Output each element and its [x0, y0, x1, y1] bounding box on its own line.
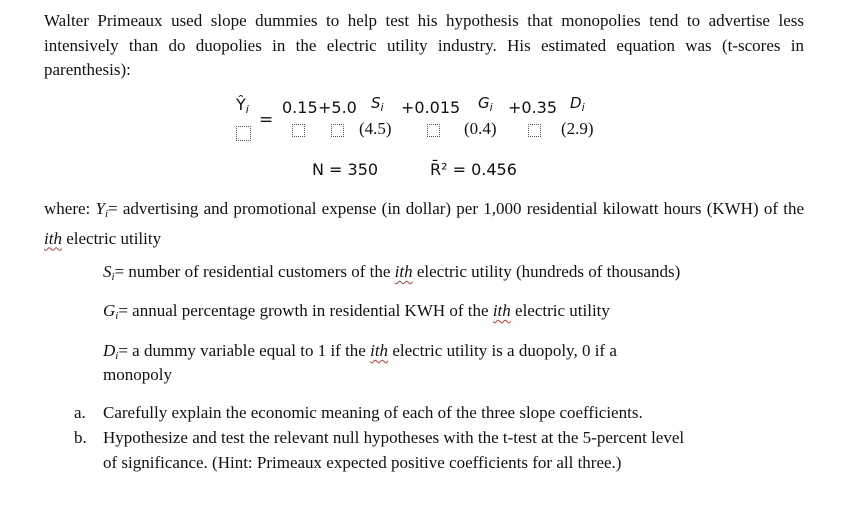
y-subscript: i — [104, 208, 109, 220]
g-coefficient: +0.015 — [401, 98, 461, 117]
s-def-subscript: i — [111, 271, 115, 283]
y-hat-subscript: i — [245, 103, 249, 116]
s-def-text: = number of residential customers of the — [114, 262, 395, 281]
ith-word: ith — [370, 341, 389, 360]
question-b-marker: b. — [74, 428, 87, 447]
y-symbol: Y — [95, 199, 105, 218]
g-subscript: i — [489, 101, 493, 114]
g-def-subscript: i — [115, 310, 119, 322]
y-definition-text: = advertising and promotional expense (in dollar) per 1,000 residential kilowatt hours (KWH) of the — [108, 199, 804, 218]
y-definition-tail: electric utility — [61, 228, 162, 248]
g-def-symbol: G — [103, 301, 116, 320]
g-symbol: G — [478, 94, 490, 112]
definition-d-continued: monopoly — [103, 365, 172, 384]
question-a-marker: a. — [74, 403, 86, 422]
y-hat — [236, 95, 249, 116]
intro-paragraph: Walter Primeaux used slope dummies to help test his hypothesis that monopolies tend to advertise less intensively than do duopolies in the electric utility industry. His estimated equation was (t-scores in parenthesis): — [44, 11, 804, 79]
placeholder-box — [292, 124, 305, 137]
t-score-g: (0.4) — [464, 119, 497, 138]
question-b-text-continued: of significance. (Hint: Primeaux expected positive coefficients for all three.) — [103, 453, 622, 472]
ith-word: ith — [492, 301, 511, 320]
d-def-text: = a dummy variable equal to 1 if the — [118, 341, 371, 360]
placeholder-box — [427, 124, 440, 137]
s-coefficient: +5.0 — [318, 98, 357, 117]
definition-s — [103, 260, 680, 289]
d-def-tail: electric utility is a duopoly, 0 if a — [388, 341, 617, 360]
t-score-d: (2.9) — [561, 119, 594, 138]
d-def-subscript: i — [115, 350, 119, 362]
d-def-symbol: D — [103, 341, 116, 360]
s-def-tail: electric utility (hundreds of thousands) — [412, 262, 681, 281]
t-score-s: (4.5) — [359, 119, 392, 138]
placeholder-box — [528, 124, 541, 137]
g-def-text: = annual percentage growth in residential KWH of the — [118, 301, 493, 320]
d-symbol: D — [570, 94, 582, 112]
d-coefficient: +0.35 — [508, 98, 558, 117]
question-b-text: Hypothesize and test the relevant null hypotheses with the t-test at the 5-percent level — [103, 428, 685, 447]
s-subscript: i — [380, 101, 384, 114]
equals-sign: = — [259, 110, 274, 130]
where-definition-y — [44, 197, 804, 251]
r-squared: R̄² = 0.456 — [430, 160, 517, 179]
where-prefix: where: — [44, 199, 96, 218]
definition-g — [103, 299, 610, 328]
d-variable — [570, 94, 585, 114]
g-variable — [478, 94, 493, 114]
intercept: 0.15 — [282, 98, 318, 117]
question-a-text: Carefully explain the economic meaning of each of the three slope coefficients. — [103, 403, 643, 422]
g-def-tail: electric utility — [510, 301, 610, 320]
definition-d — [103, 339, 617, 368]
ith-word: ith — [394, 262, 413, 281]
ith-word: ith — [44, 228, 62, 248]
s-variable — [371, 94, 384, 114]
placeholder-box — [236, 126, 251, 141]
placeholder-box — [331, 124, 344, 137]
s-def-symbol: S — [103, 262, 112, 281]
s-symbol: S — [371, 94, 381, 112]
y-hat-symbol: Ŷ — [236, 95, 246, 114]
d-subscript: i — [581, 101, 585, 114]
sample-size: N = 350 — [312, 160, 379, 179]
